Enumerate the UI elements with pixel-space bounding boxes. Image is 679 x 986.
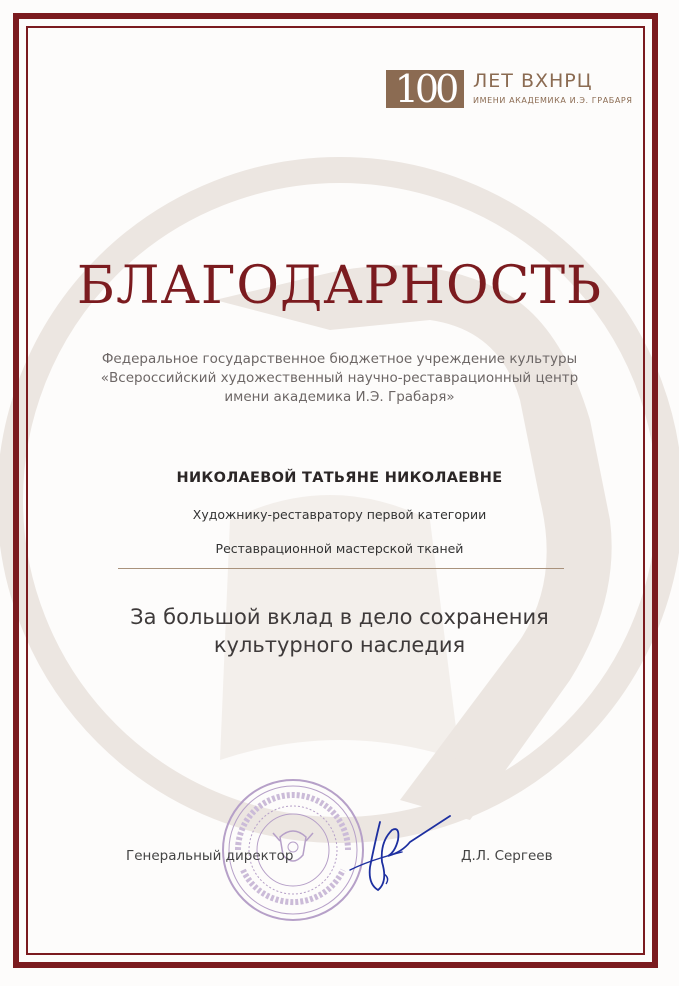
organization-line: имени академика И.Э. Грабаря» — [224, 389, 455, 405]
divider-line — [118, 568, 564, 569]
signatory-role: Генеральный директор — [126, 848, 294, 864]
recipient-department: Реставрационной мастерской тканей — [215, 541, 464, 556]
logo-title: ЛЕТ ВХНРЦ — [473, 70, 593, 92]
logo-number-mark: 100 — [386, 70, 464, 108]
logo-subtitle: ИМЕНИ АКАДЕМИКА И.Э. ГРАБАРЯ — [473, 96, 633, 105]
reason-line: За большой вклад в дело сохранения — [130, 605, 549, 629]
organization-line: «Всероссийский художественный научно-реставрационный центр — [100, 370, 579, 386]
document-title: БЛАГОДАРНОСТЬ — [76, 256, 603, 316]
award-reason — [60, 603, 619, 659]
director-signature — [340, 812, 455, 897]
organization-line: Федеральное государственное бюджетное учреждение культуры — [101, 351, 578, 367]
signatory-name: Д.Л. Сергеев — [461, 848, 553, 864]
reason-line: культурного наследия — [213, 633, 466, 657]
organization-name — [60, 350, 619, 407]
recipient-name: НИКОЛАЕВОЙ ТАТЬЯНЕ НИКОЛАЕВНЕ — [176, 470, 503, 486]
recipient-position: Художнику-реставратору первой категории — [192, 507, 487, 522]
anniversary-logo — [386, 67, 633, 111]
